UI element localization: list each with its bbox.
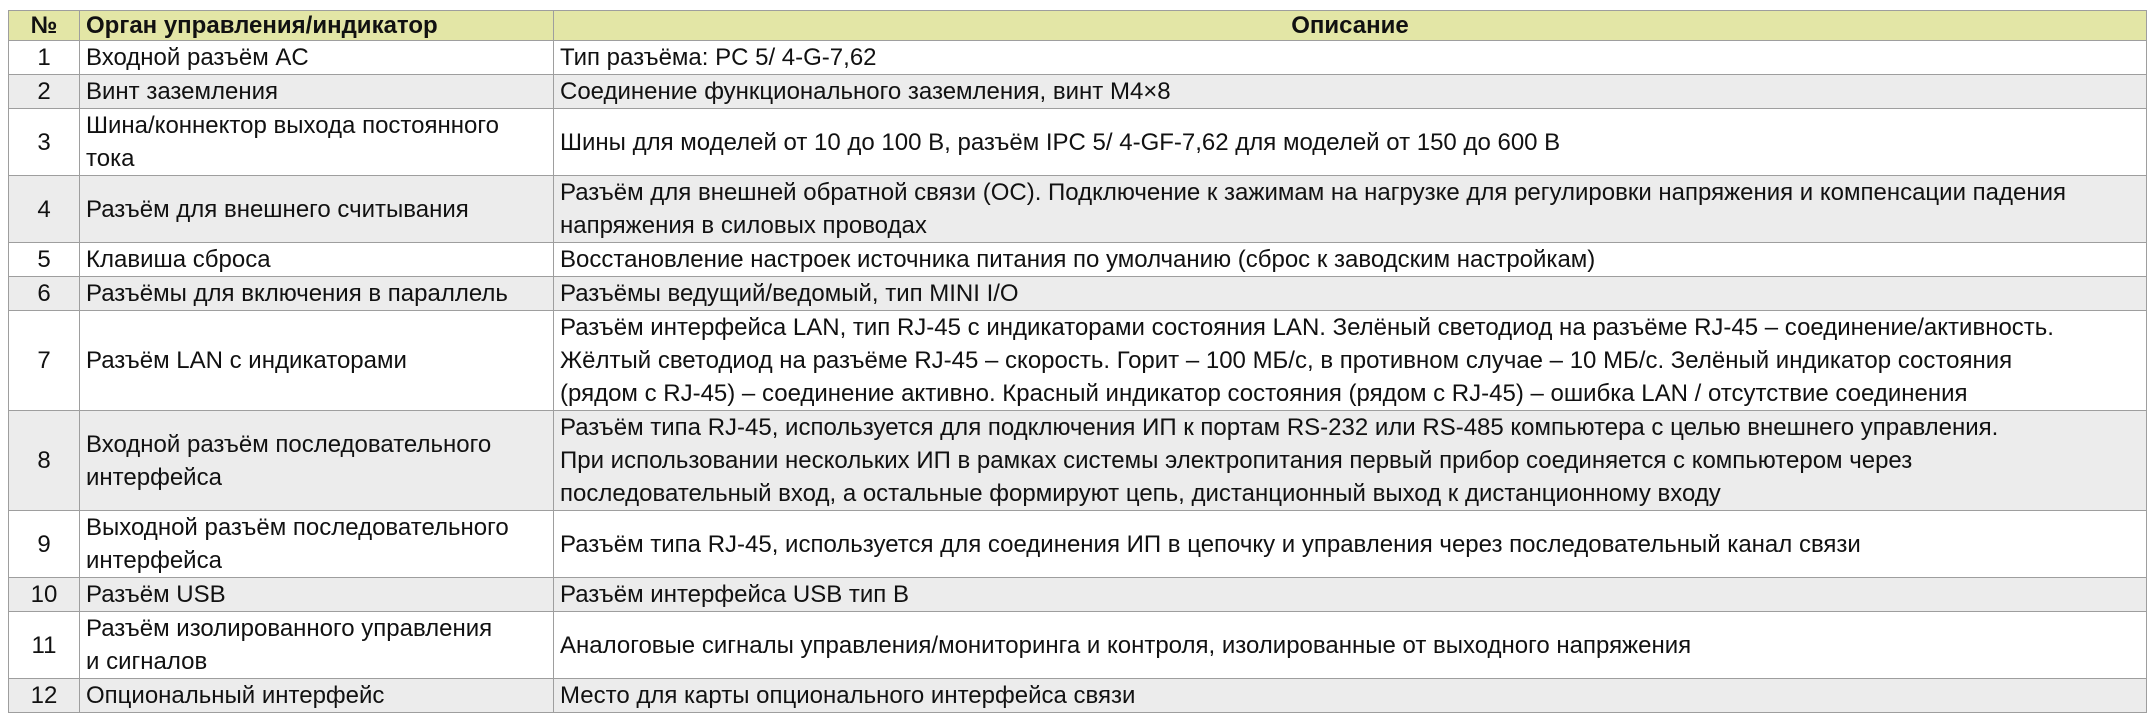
- row-description: [554, 511, 2147, 578]
- description-line: Соединение функционального заземления, винт М4×8: [560, 78, 1171, 105]
- row-description: [554, 612, 2147, 679]
- description-line: Аналоговые сигналы управления/мониторинга и контроля, изолированные от выходного напряжения: [560, 631, 1692, 659]
- row-number: 3: [9, 109, 80, 176]
- control-line: Разъём для внешнего считывания: [86, 195, 469, 223]
- row-description: [554, 243, 2147, 277]
- row-description: [554, 75, 2147, 109]
- table-row: [9, 41, 2147, 75]
- control-line: Разъём изолированного управления: [86, 615, 493, 642]
- row-number: 1: [9, 41, 80, 75]
- table-row: [9, 612, 2147, 679]
- control-line: Входной разъём последовательного: [86, 430, 492, 458]
- row-control: [80, 311, 554, 411]
- description-line: При использовании нескольких ИП в рамках системы электропитания первый прибор соединяется с компьютером через: [560, 447, 1913, 474]
- spec-table-container: [8, 10, 2146, 713]
- description-line: Разъём типа RJ-45, используется для соединения ИП в цепочку и управления через последовательный канал связи: [560, 530, 1861, 558]
- row-control: [80, 511, 554, 578]
- description-line: последовательный вход, а остальные формируют цепь, дистанционный выход к дистанционному входу: [560, 480, 1721, 507]
- control-line: Винт заземления: [86, 78, 278, 105]
- row-control: [80, 578, 554, 612]
- row-control: [80, 109, 554, 176]
- description-line: напряжения в силовых проводах: [560, 212, 927, 239]
- control-line: Разъём LAN с индикаторами: [86, 347, 407, 374]
- row-description: [554, 679, 2147, 713]
- control-line: и сигналов: [86, 648, 208, 675]
- table-row: [9, 277, 2147, 311]
- table-row: [9, 109, 2147, 176]
- description-line: Жёлтый светодиод на разъёме RJ-45 – скорость. Горит – 100 МБ/с, в противном случае – 10 МБ/с. Зелёный индикатор состояния: [560, 347, 2013, 374]
- table-row: [9, 75, 2147, 109]
- row-number: 8: [9, 411, 80, 511]
- row-number: 9: [9, 511, 80, 578]
- description-line: (рядом с RJ-45) – соединение активно. Красный индикатор состояния (рядом с RJ-45) – ошибка LAN / отсутствие соединения: [560, 380, 1968, 407]
- row-number: 11: [9, 612, 80, 679]
- description-line: Разъём для внешней обратной связи (ОС). Подключение к зажимам на нагрузке для регулировки напряжения и компенсации падения: [560, 179, 2067, 206]
- table-row: [9, 578, 2147, 612]
- header-number: №: [9, 11, 80, 41]
- table-row: [9, 679, 2147, 713]
- table-row: [9, 511, 2147, 578]
- description-line: Место для карты опционального интерфейса связи: [560, 682, 1136, 709]
- row-number: 5: [9, 243, 80, 277]
- table-row: [9, 243, 2147, 277]
- table-row: [9, 176, 2147, 243]
- row-description: [554, 277, 2147, 311]
- table-row: [9, 311, 2147, 411]
- row-control: [80, 176, 554, 243]
- row-description: [554, 311, 2147, 411]
- row-control: [80, 243, 554, 277]
- row-control: [80, 612, 554, 679]
- row-number: 12: [9, 679, 80, 713]
- row-description: [554, 411, 2147, 511]
- description-line: Разъём интерфейса LAN, тип RJ-45 с индикаторами состояния LAN. Зелёный светодиод на разъёме RJ-45 – соединение/активность.: [560, 314, 2054, 341]
- header-description: Описание: [554, 11, 2147, 41]
- control-line: Разъём USB: [86, 581, 226, 608]
- row-description: [554, 109, 2147, 176]
- table-header-row: [9, 11, 2147, 41]
- description-line: Шины для моделей от 10 до 100 В, разъём IPC 5/ 4-GF-7,62 для моделей от 150 до 600 В: [560, 128, 1561, 156]
- row-control: [80, 41, 554, 75]
- header-control: Орган управления/индикатор: [80, 11, 554, 41]
- row-control: [80, 411, 554, 511]
- row-number: 10: [9, 578, 80, 612]
- row-description: [554, 41, 2147, 75]
- row-control: [80, 679, 554, 713]
- row-control: [80, 277, 554, 311]
- row-number: 4: [9, 176, 80, 243]
- description-line: Тип разъёма: PC 5/ 4-G-7,62: [560, 44, 877, 71]
- table-row: [9, 411, 2147, 511]
- description-line: Разъём типа RJ-45, используется для подключения ИП к портам RS-232 или RS-485 компьютера с целью внешнего управления.: [560, 414, 1999, 441]
- control-line: Разъёмы для включения в параллель: [86, 280, 508, 307]
- row-description: [554, 578, 2147, 612]
- control-line: Шина/коннектор выхода постоянного тока: [86, 112, 499, 172]
- row-description: [554, 176, 2147, 243]
- description-line: Восстановление настроек источника питания по умолчанию (сброс к заводским настройкам): [560, 246, 1596, 273]
- control-line: Опциональный интерфейс: [86, 682, 385, 709]
- table-body: [9, 41, 2147, 713]
- row-number: 2: [9, 75, 80, 109]
- row-control: [80, 75, 554, 109]
- row-number: 6: [9, 277, 80, 311]
- control-line: Выходной разъём последовательного: [86, 514, 509, 541]
- controls-indicators-table: [8, 10, 2147, 713]
- control-line: интерфейса: [86, 463, 222, 491]
- row-number: 7: [9, 311, 80, 411]
- control-line: интерфейса: [86, 547, 222, 574]
- control-line: Клавиша сброса: [86, 246, 271, 273]
- description-line: Разъёмы ведущий/ведомый, тип MINI I/O: [560, 280, 1019, 307]
- control-line: Входной разъём AC: [86, 44, 309, 71]
- description-line: Разъём интерфейса USB тип B: [560, 581, 909, 608]
